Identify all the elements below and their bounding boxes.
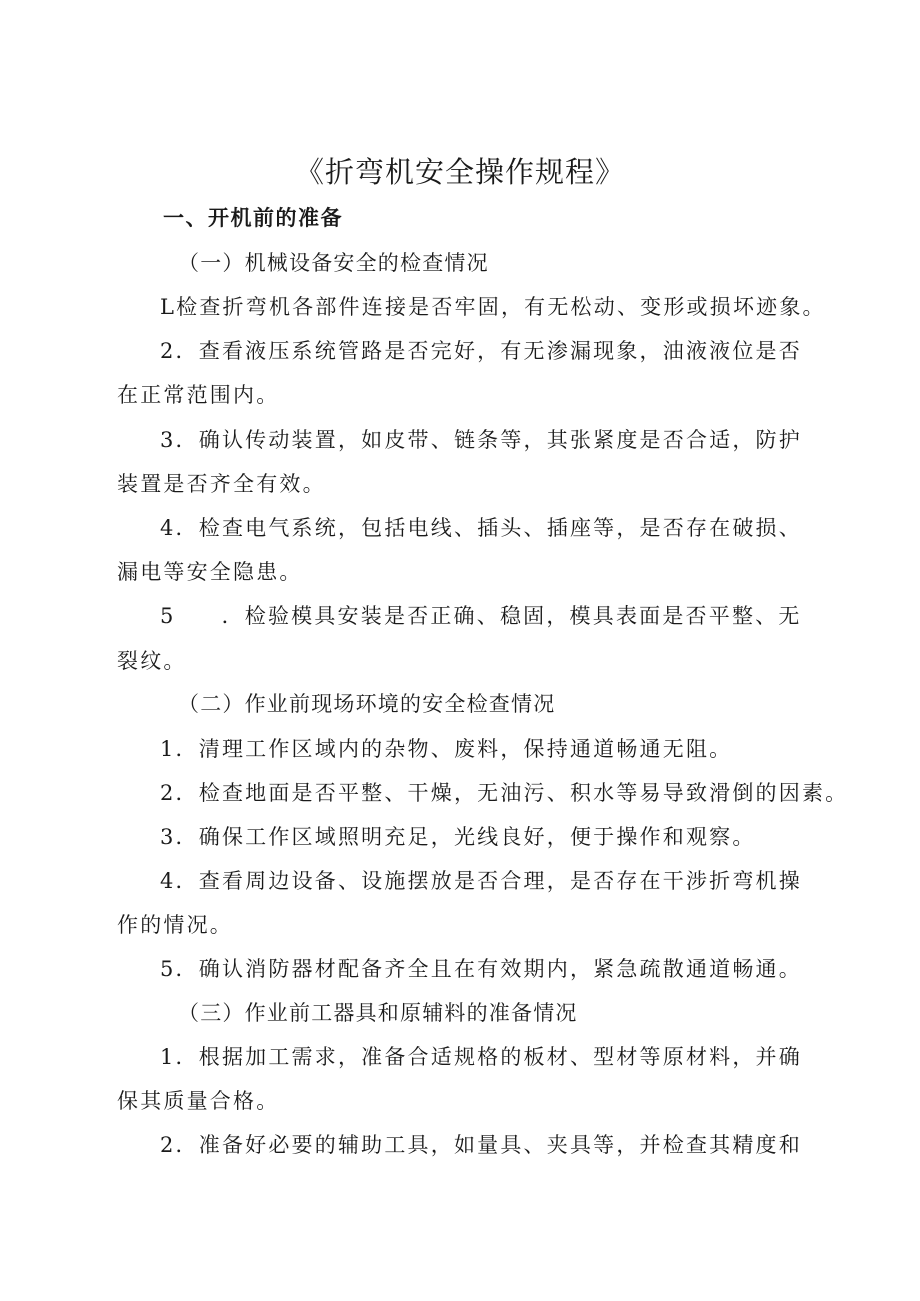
paragraph-line: 5．确认消防器材配备齐全且在有效期内，紧急疏散通道畅通。 <box>160 957 802 981</box>
paragraph-line: 1．根据加工需求，准备合适规格的板材、型材等原材料，并确 <box>160 1045 802 1069</box>
paragraph-line: 装置是否齐全有效。 <box>117 472 326 496</box>
subsection-heading-1: （一）机械设备安全的检查情况 <box>178 251 489 275</box>
item-text: ．检验模具安装是否正确、稳固，模具表面是否平整、无 <box>221 604 802 628</box>
paragraph-line: 4．查看周边设备、设施摆放是否合理，是否存在干涉折弯机操 <box>160 869 802 893</box>
item-number: 5 <box>160 604 176 628</box>
paragraph-line: 1．清理工作区域内的杂物、废料，保持通道畅通无阻。 <box>160 737 733 761</box>
document-title: 《折弯机安全操作规程》 <box>294 155 625 189</box>
subsection-heading-3: （三）作业前工器具和原辅料的准备情况 <box>178 1001 578 1025</box>
paragraph-line: 2．准备好必要的辅助工具，如量具、夹具等，并检查其精度和 <box>160 1133 802 1157</box>
paragraph-line: 作的情况。 <box>117 913 233 937</box>
paragraph-line: 在正常范围内。 <box>117 383 280 407</box>
paragraph-line: 2．检查地面是否平整、干燥，无油污、积水等易导致滑倒的因素。 <box>160 781 849 805</box>
paragraph-line: 4．检查电气系统，包括电线、插头、插座等，是否存在破损、 <box>160 516 802 540</box>
paragraph-line: 漏电等安全隐患。 <box>117 560 303 584</box>
paragraph-line <box>160 600 802 632</box>
paragraph-line: 2．查看液压系统管路是否完好，有无渗漏现象，油液液位是否 <box>160 339 802 363</box>
paragraph-line: L检查折弯机各部件连接是否牢固，有无松动、变形或损坏迹象。 <box>160 295 826 319</box>
paragraph-line: 3．确认传动装置，如皮带、链条等，其张紧度是否合适，防护 <box>160 428 802 452</box>
section-heading-1: 一、开机前的准备 <box>163 206 343 230</box>
subsection-heading-2: （二）作业前现场环境的安全检查情况 <box>178 692 556 716</box>
paragraph-line: 裂纹。 <box>117 649 187 673</box>
paragraph-line: 保其质量合格。 <box>117 1089 280 1113</box>
paragraph-line: 3．确保工作区域照明充足，光线良好，便于操作和观察。 <box>160 825 756 849</box>
